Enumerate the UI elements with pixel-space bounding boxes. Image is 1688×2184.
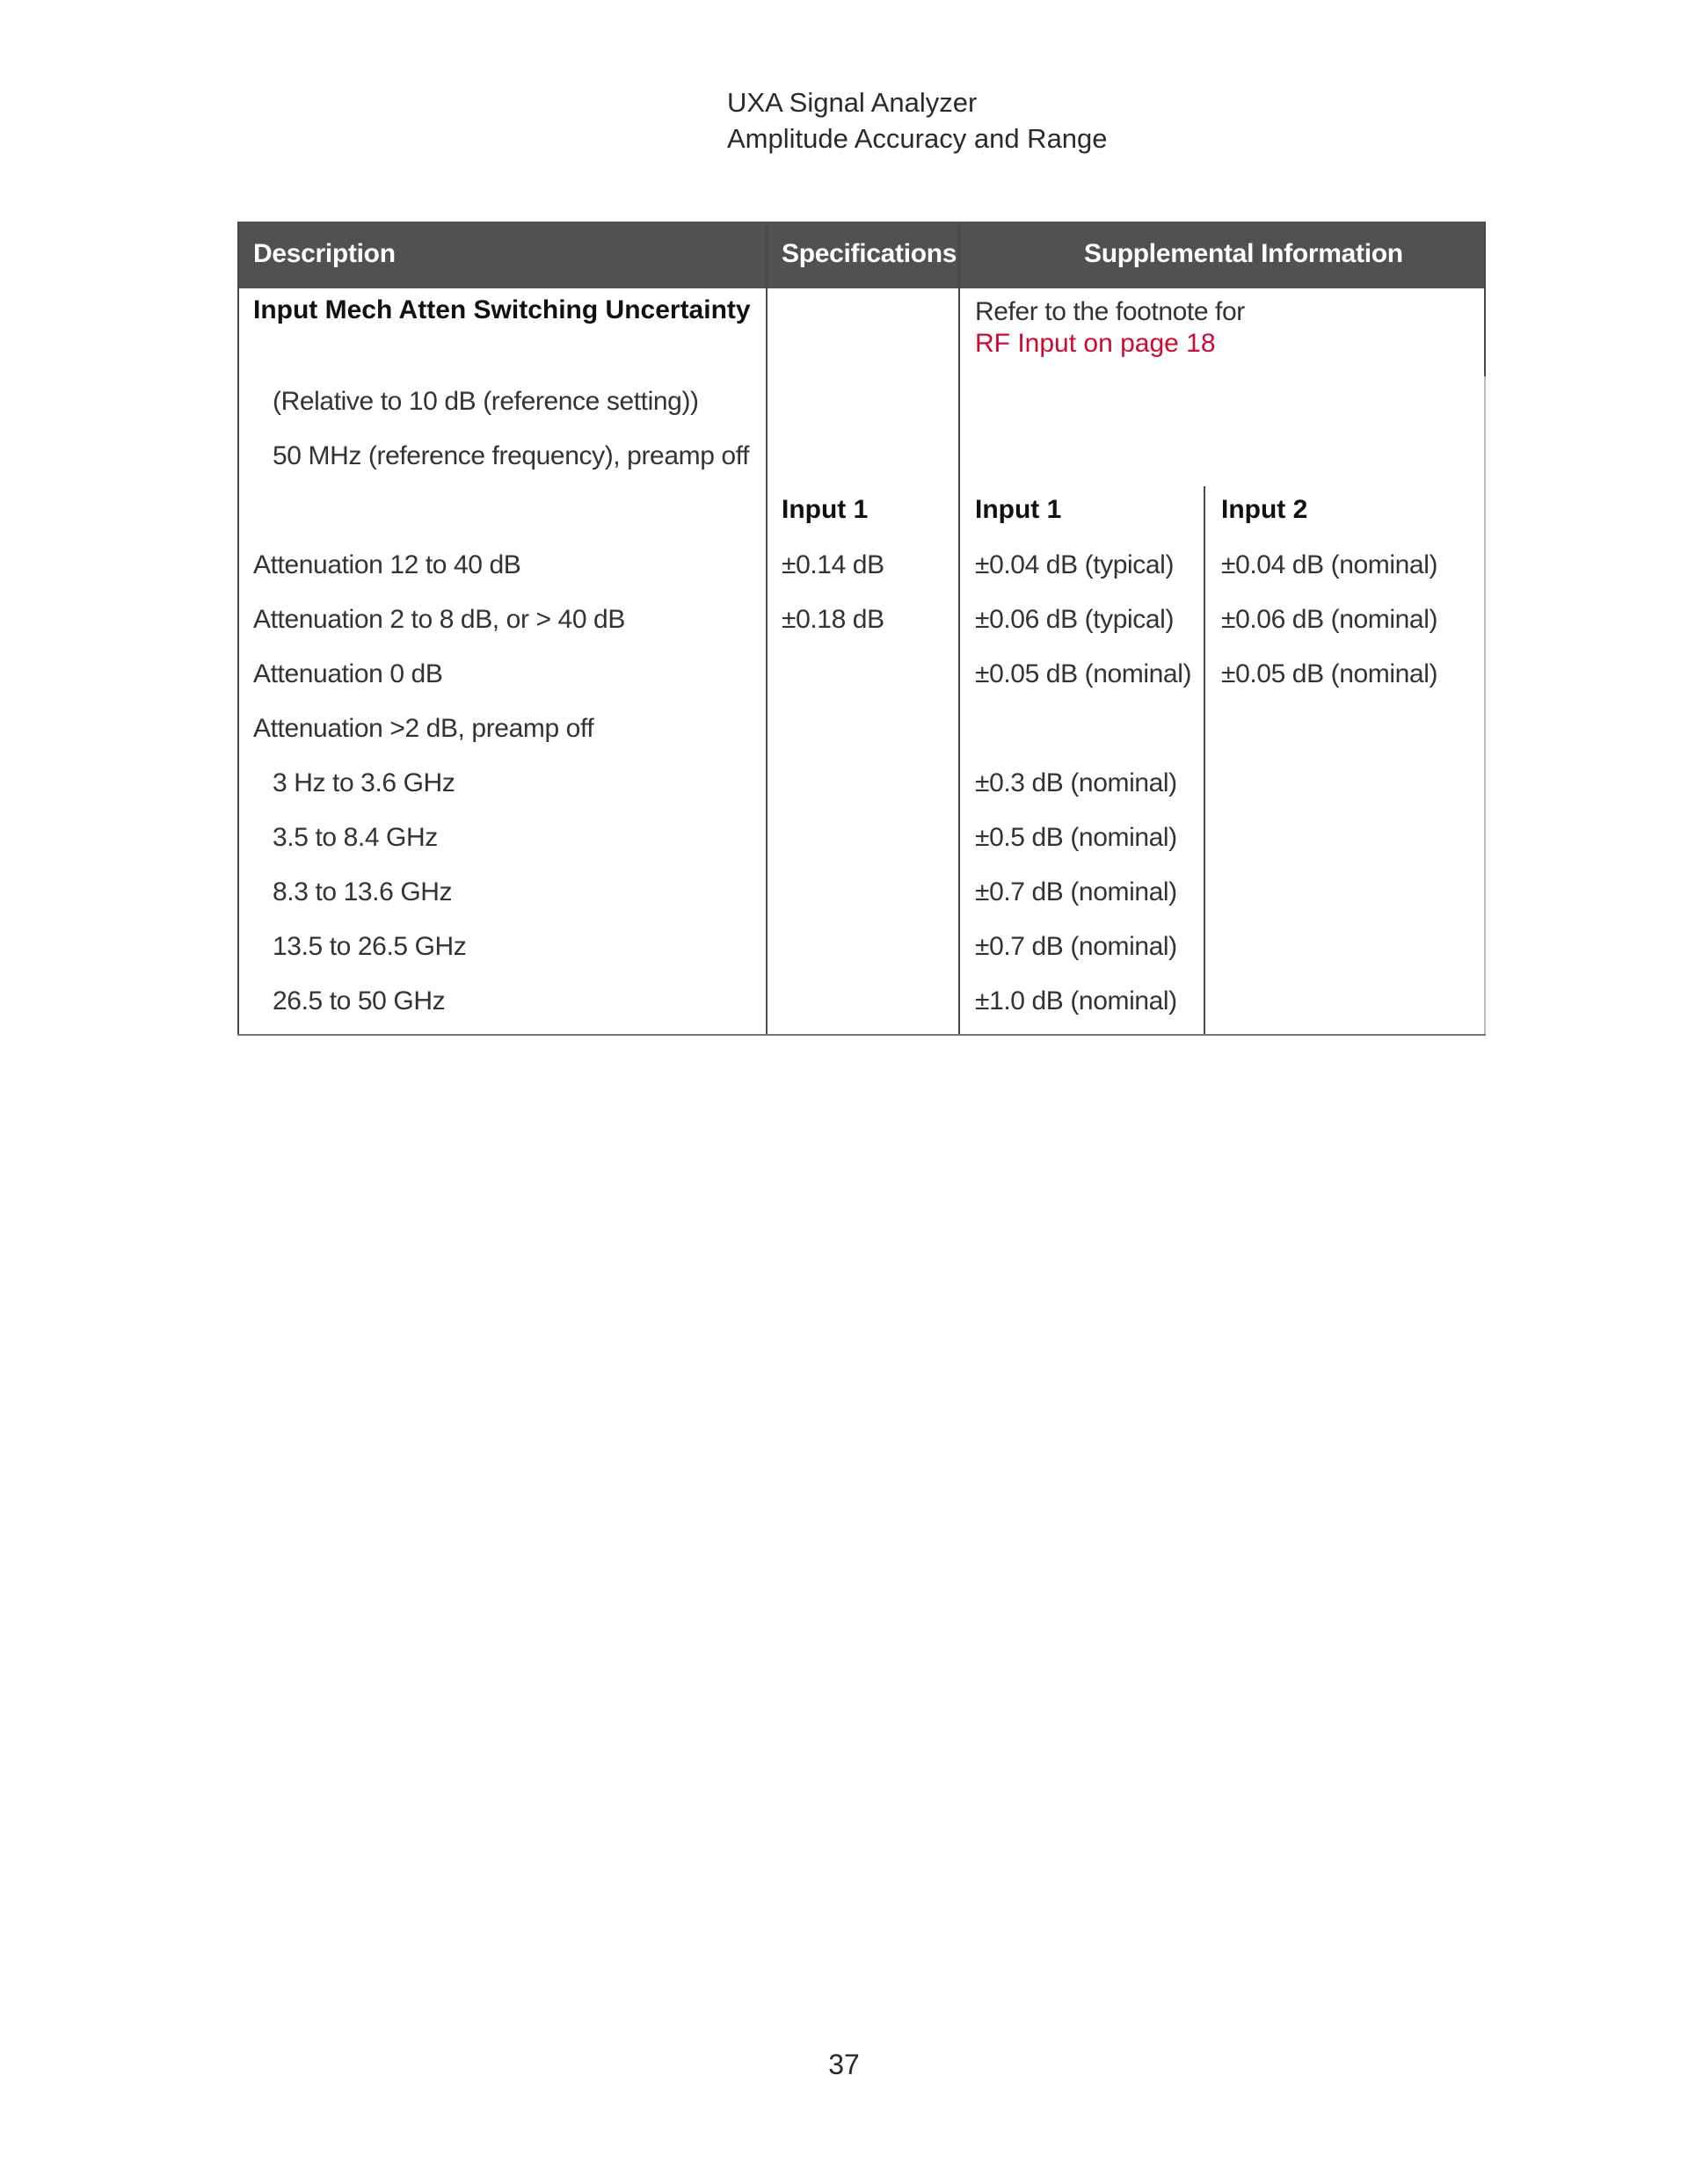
table-border-bottom: [237, 1034, 1486, 1036]
row-supp-input-1: ±0.06 dB (typical): [975, 605, 1175, 634]
table-header: [237, 222, 1486, 288]
subheader-supp-input-2: Input 2: [1221, 495, 1308, 524]
spec-table: [237, 222, 1486, 1036]
footnote-text: Refer to the footnote for: [975, 297, 1245, 326]
row-supp-input-1: ±0.04 dB (typical): [975, 550, 1175, 579]
row-spec-input-1: ±0.14 dB: [782, 550, 884, 579]
row-description: Attenuation 0 dB: [253, 659, 443, 688]
table-section-title: Input Mech Atten Switching Uncertainty: [253, 295, 751, 324]
table-border-left: [237, 222, 239, 1036]
row-supp-input-1: ±0.05 dB (nominal): [975, 659, 1192, 688]
row-spec-input-1: ±0.18 dB: [782, 605, 884, 634]
row-supp-input-1: ±0.3 dB (nominal): [975, 768, 1177, 797]
row-supp-input-2: ±0.06 dB (nominal): [1221, 605, 1438, 634]
column-header-description: Description: [253, 239, 396, 268]
document-title: UXA Signal Analyzer: [727, 87, 978, 118]
subheader-supp-input-1: Input 1: [975, 495, 1062, 524]
row-description: Attenuation 2 to 8 dB, or > 40 dB: [253, 605, 625, 634]
column-header-supplemental: Supplemental Information: [1084, 239, 1403, 268]
row-supp-input-1: ±0.7 dB (nominal): [975, 877, 1177, 906]
column-divider: [766, 222, 768, 1036]
row-description: Attenuation >2 dB, preamp off: [253, 714, 594, 743]
section-title: Amplitude Accuracy and Range: [727, 123, 1108, 154]
condition-reference-setting: (Relative to 10 dB (reference setting)): [273, 387, 699, 416]
condition-reference-frequency: 50 MHz (reference frequency), preamp off: [273, 441, 750, 470]
page-number: 37: [828, 2049, 860, 2080]
row-supp-input-2: ±0.04 dB (nominal): [1221, 550, 1438, 579]
row-supp-input-1: ±0.7 dB (nominal): [975, 932, 1177, 961]
row-supp-input-2: ±0.05 dB (nominal): [1221, 659, 1438, 688]
column-divider: [1204, 486, 1205, 1036]
row-description: Attenuation 12 to 40 dB: [253, 550, 521, 579]
row-description: 3 Hz to 3.6 GHz: [273, 768, 455, 797]
running-header: [727, 84, 1108, 157]
row-description: 8.3 to 13.6 GHz: [273, 877, 453, 906]
column-header-specifications: Specifications: [782, 239, 957, 268]
footnote-link[interactable]: RF Input on page 18: [975, 329, 1216, 358]
table-border-right: [1484, 222, 1486, 376]
row-supp-input-1: ±0.5 dB (nominal): [975, 823, 1177, 852]
row-description: 13.5 to 26.5 GHz: [273, 932, 467, 961]
subheader-spec-input-1: Input 1: [782, 495, 869, 524]
row-supp-input-1: ±1.0 dB (nominal): [975, 986, 1177, 1016]
row-description: 3.5 to 8.4 GHz: [273, 823, 438, 852]
table-border-right: [1484, 376, 1486, 1036]
row-description: 26.5 to 50 GHz: [273, 986, 446, 1016]
column-divider: [958, 222, 960, 1036]
